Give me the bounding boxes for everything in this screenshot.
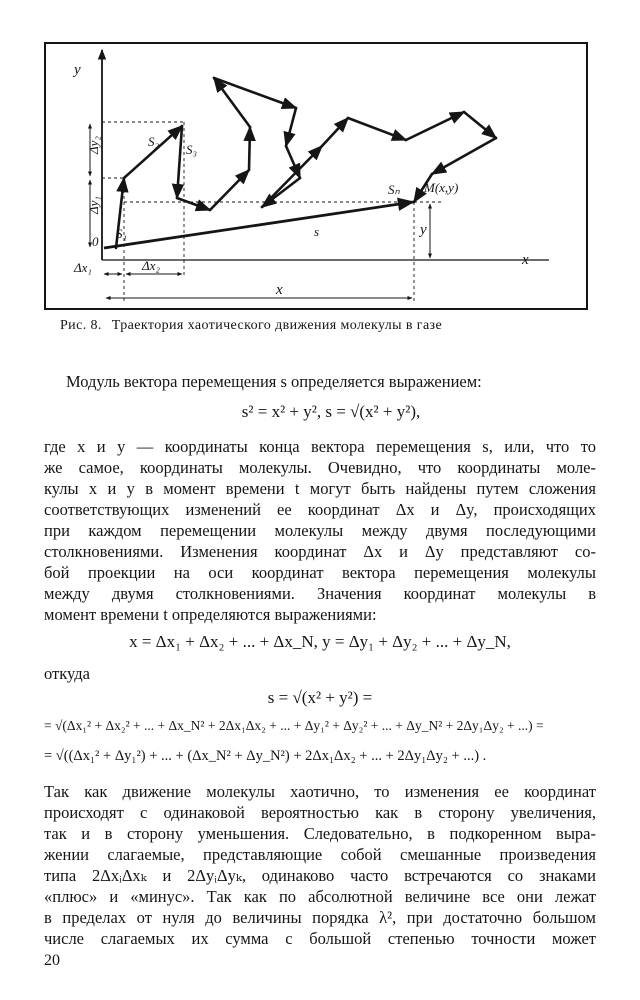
p2-line-6: столкновениями. Изменения координат Δx и Δy представляют со- [44,542,596,561]
p2-line-4: соответствующих изменений ее координат Δx и Δy, происходящих [44,500,596,519]
y-small-label: y [420,222,427,238]
equation-3: s = √(x² + y²) = [267,688,373,707]
page-number: 20 [44,952,60,969]
p2-line-9: момент времени t определяются выражениями: [44,605,377,624]
otkuda: откуда [44,664,90,683]
p2-line-7: бой проекции на оси координат вектора перемещения молекулы [44,563,596,582]
p3-line-1: Так как движение молекулы хаотично, то изменения ее координат [44,782,596,801]
p3-line-6: «плюс» и «минус». Так как по абсолютной величине все они лежат [44,887,596,906]
equation-2: x = Δx₁ + Δx₂ + ... + Δx_N, y = Δy₁ + Δy₂ + ... + Δy_N, [129,632,511,651]
figure-caption [60,318,580,334]
p2-line-1: где x и y — координаты конца вектора перемещения s, или, что то [44,437,596,456]
dx1-label: Δx₁ [74,260,92,275]
p3-line-4: жении слагаемые, представляющие собой смешанные произведения [44,845,596,864]
caption-number: Рис. 8. [60,318,102,333]
equation-4: = √(Δx₁² + Δx₂² + ... + Δx_N² + 2Δx₁Δx₂ + ... + Δy₁² + Δy₂² + ... + Δy_N² + 2Δy₁Δy₂ + ...) = [44,718,544,733]
s-label: s [314,224,320,239]
x-axis-label: x [522,252,529,268]
dy1-label: Δy₁ [86,196,101,214]
origin-label: 0 [92,234,99,249]
displacement-vector-s [104,202,413,248]
s1-label: S₁ [116,226,128,241]
trajectory-path [116,78,496,248]
sn-label: Sₙ [388,182,400,197]
caption-text: Траектория хаотического движения молекулы в газе [111,318,443,333]
trajectory-figure [44,42,588,310]
dy2-label: Δy₂ [86,136,101,154]
p3-line-3: так и в сторону уменьшения. Следовательно, в подкоренном выра- [44,824,596,843]
p3-line-7: в пределах от нуля до величины порядка λ², при достаточно большом [44,908,596,927]
X-label: x [276,282,283,298]
p2-line-5: при каждом перемещении молекулы между двумя последующими [44,521,596,540]
p3-line-5: типа 2ΔxᵢΔxₖ и 2ΔyᵢΔyₖ, одинаково часто встречаются со знаками [44,866,596,885]
p2-line-8: между двумя столкновениями. Значения координат молекулы в [44,584,596,603]
p3-line-2: происходят с одинаковой вероятностью как в сторону увеличения, [44,803,596,822]
paragraph-1: Модуль вектора перемещения s определяется выражением: [66,372,482,391]
dx2-label: Δx₂ [142,258,160,273]
M-label: M(x,y) [424,180,459,195]
equation-5: = √((Δx₁² + Δy₁²) + ... + (Δx_N² + Δy_N²) + 2Δx₁Δx₂ + ... + 2Δy₁Δy₂ + ...) . [44,748,487,764]
p3-line-8: числе слагаемых их сумма с большой степенью точности может [44,929,596,948]
s2-label: S₂ [148,134,160,149]
y-axis-label: y [74,62,81,78]
p2-line-3: кулы x и y в момент времени t могут быть найдены путем сложения [44,479,596,498]
trajectory-diagram [44,42,588,310]
p2-line-2: же самое, координаты молекулы. Очевидно, что координаты моле- [44,458,596,477]
equation-1: s² = x² + y², s = √(x² + y²), [241,402,421,421]
s3-label: S₃ [186,142,198,157]
